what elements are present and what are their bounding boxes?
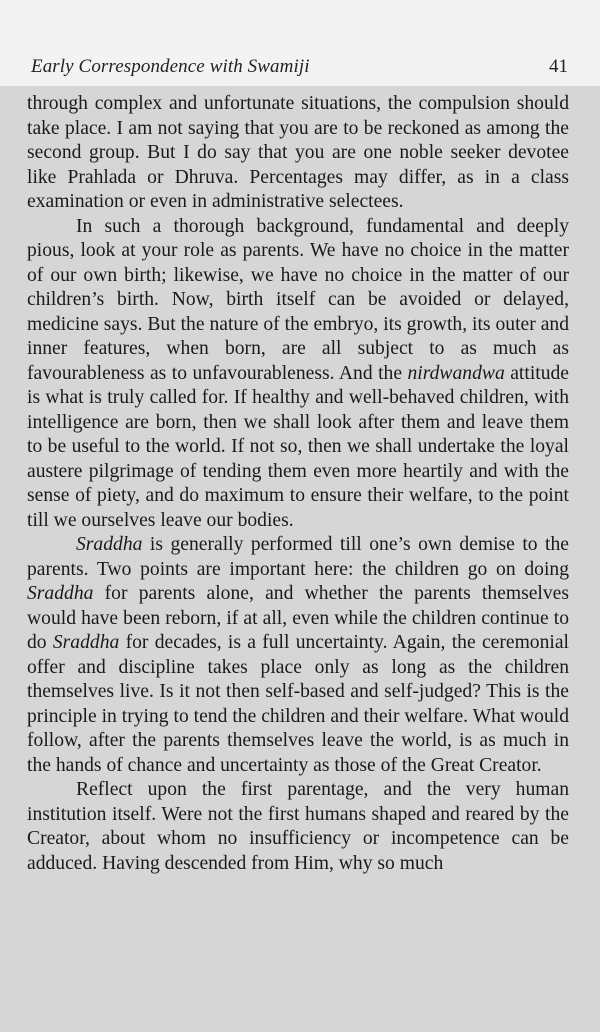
text-run: In such a thorough background, fundamental and deeply pious, look at your role as parents. We have no choice in the matter of our own birth; likewise, we have no choice in the matter of our children’s birth. Now, birth itself can be avoided or delayed, medicine says. But the nature of the embryo, its growth, its outer and inner features, when born, are all subject to as much as favourableness as to unfavourableness. And the <box>27 215 569 384</box>
running-head-title: Early Correspondence with Swamiji <box>31 56 310 77</box>
text-run: Reflect upon the first parentage, and the very human institution itself. Were not the first humans shaped and reared by the Creator, about whom no insufficiency or incompetence can be adduced. Having descended from Him, why so much <box>27 779 569 874</box>
text-run: attitude is what is truly called for. If healthy and well-behaved children, with intelligence are born, then we shall look after them and leave them to be useful to the world. If not so, then we shall undertake the loyal austere pilgrimage of tending them even more heartily and with the sense of piety, and do maximum to ensure their welfare, to the point till we ourselves leave our bodies. <box>27 362 569 531</box>
paragraph <box>27 92 569 215</box>
paragraph <box>27 533 569 778</box>
text-run: for decades, is a full uncertainty. Again, the ceremonial offer and discipline takes place only as long as the children themselves live. Is it not then self-based and self-judged? This is the principle in trying to tend the children and their welfare. What would follow, after the parents themselves leave the world, is as much in the hands of chance and uncertainty as those of the Great Creator. <box>27 632 569 776</box>
text-run: for parents alone, and whether the parents themselves would have been reborn, if at all, even while the children continue to do <box>27 583 569 653</box>
italic-term: Sraddha <box>76 534 143 555</box>
paragraph <box>27 778 569 876</box>
italic-term: Sraddha <box>27 583 94 604</box>
page-header <box>0 0 600 86</box>
paragraph <box>27 215 569 534</box>
page-number: 41 <box>549 56 568 77</box>
body-text <box>27 92 569 876</box>
italic-term: Sraddha <box>52 632 120 653</box>
italic-term: nirdwandwa <box>407 362 505 384</box>
text-run: is generally performed till one’s own demise to the parents. Two points are important here: the children go on doing <box>27 534 569 580</box>
text-run: through complex and unfortunate situations, the compulsion should take place. I am not saying that you are to be reckoned as among the second group. But I do say that you are one noble seeker devotee like Prahlada or Dhruva. Percentages may differ, as in a class examination or even in administrative selectees. <box>27 93 569 212</box>
